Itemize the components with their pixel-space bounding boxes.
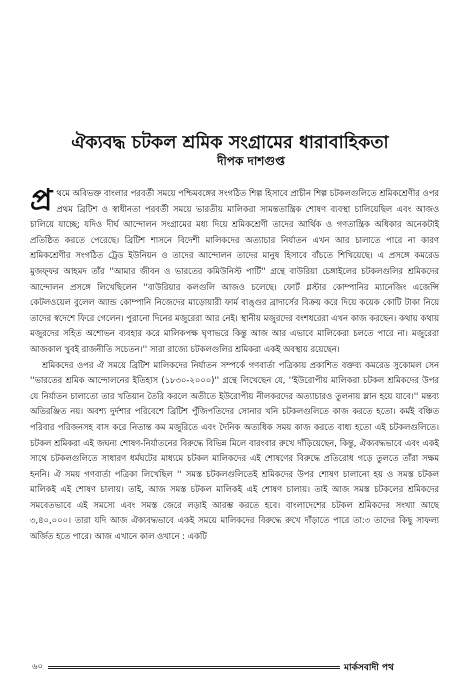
paragraph-1 [30,183,439,358]
article-body [30,183,439,545]
article-title: ঐক্যবদ্ধ চটকল শ্রমিক সংগ্রামের ধারাবাহিকতা [71,132,389,153]
paragraph-1-text: থমে অবিভক্ত বাংলার পরবর্তী সময়ে পশ্চিমবঙ্গের সংগঠিত শিল্প হিসাবে প্রাচীন শিল্প চটকলগুলিতে শ্রমিকশ্রেণীর ওপর প্রথম ব্রিটিশ ও স্বাধীনতা পরবর্তী সময়ে ভারতীয় মালিকরা সামন্ততান্ত্রিক শোষণ ব্যবস্থা চালিয়েছিল এবং আজও চালিয়ে যাচ্ছে; যদিও দীর্ঘ আন্দোলন সংগ্রামের মধ্য দিয়ে শ্রমিকশ্রেণী তাদের আর্থিক ও গণতান্ত্রিক অধিকার অনেকটাই প্রতিষ্ঠিত করতে পেরেছে। ব্রিটিশ শাসনে বিদেশী মালিকদের অত্যাচার নির্যাতন এখন আর চালাতে পারে না কারণ শ্রমিকশ্রেণীর সংগঠিত ট্রেড ইউনিয়ন ও তাদের আন্দোলন তাদের মানুষ হিসাবে বাঁচতে শিখিয়েছে। এ প্রসঙ্গে কমরেড মুজফ্ফর আহমদ তাঁর ''আমার জীবন ও ভারতের কমিউনিস্ট পার্টি'' গ্রন্থে বাউরিয়া চেঙ্গাইলের চটকলগুলির শ্রমিকদের আন্দোলন প্রসঙ্গে লিখেছিলেন ''বাউরিয়ার কলগুলি আজও চলেছে। ফোর্ট গ্লস্টার কোম্পানির ম্যানেজিং এজেন্সি কেটলওয়েল বুলেল অ্যান্ড কোম্পানি নিজেদের মাড়োয়ারী ফার্ম বাঙ্গুর ব্রাদার্সের বিক্রয় করে দিয়ে কয়েক কোটি টাকা নিয়ে তাদের স্বদেশে ফিরে গেলেন। পুরানো দিনের মজুরেরা আর নেই। স্থানীয় মজুরদের বংশধরেরা এখন কাজ করছেন। কথায় কথায় মজুরদের সহিত অশোভন ব্যবহার করে মালিকপক্ষ ঘৃণাভরে কিন্তু আজ আর এভাবে মালিকেরা চলতে পারে না। মজুরেরা আজকাল খুবই রাজনীতি সচেতন।'' সারা রাজ্যে চটকলগুলির শ্রমিকরা একই অবস্থায় রয়েছেন। [30,188,439,354]
journal-name: মার্কসবাদী পথ [344,663,394,673]
drop-cap: প্র [30,183,53,218]
footer-rule [48,666,340,669]
paragraph-2: শ্রমিকদের ওপর ঐ সময়ে ব্রিটিশ মালিকদের নির্যাতন সম্পর্কে গণবার্তা পত্রিকায় প্রকাশিত বক্তব্য কমরেড সুকোমল সেন ''ভারতের শ্রমিক আন্দোলনের ইতিহাস (১৮৩০-২০০০)'' গ্রন্থে লিখেছেন যে, ''ইউরোপীয় মালিকরা চটকল শ্রমিকদের উপর যে নির্যাতন চালাতো তার খতিয়ান তৈরি করলে অতীতে ইউরোপীয় নীলকরদের অত্যাচারও তুলনায় ম্লান হয়ে যাবে।'' মন্তব্য অতিরঞ্জিত নয়। অবশ্য দুর্দশার পরিবেশে ব্রিটিশ পুঁজিপতিদের সোনার খনি চটকলগুলিতে কাজ করতে হতো। কর্মই বঞ্চিত পরিবার পরিজনসহ বাস করে নিতান্ত কম মজুরিতে এবং দৈনিক অত্যধিক সময় কাজ করতে বাধ্য হতো এই চটকলগুলিতে। চটকল শ্রমিকরা এই জঘন্য শোষণ-নির্যাতনের বিরুদ্ধে বিভিন্ন মিলে বারংবার রুখে দাঁড়িয়েছেন, কিন্তু, ঐক্যবদ্ধভাবে এবং একই সাথে চটকলগুলিতে সাধারণ ধর্মঘটের মাধ্যমে চটকল মালিকদের এই শোষণের বিরুদ্ধে প্রতিরোধ গড়ে তুলতে তাঁরা সক্ষম হননি। ঐ সময় গণবার্তা পত্রিকা লিখেছিল '' সমস্ত চটকলগুলিতেই শ্রমিকদের উপর শোষণ চালানো হয় ও সমস্ত চটকল মালিকই এই শোষণ চালায়। তাই, আজ সমস্ত চটকল মালিকই এই শোষণ চালায়। তাই আজ সমস্ত চটকলের শ্রমিকদের সমবেতভাবে এই সমস্যে এবং সমস্ত জেরে লড়াই আরম্ভ করতে হবে। বাংলাদেশের চটকল শ্রমিকদের সংখ্যা আছে ৩,৪০,০০০। তারা যদি আজ ঐক্যবদ্ধভাবে একই সময়ে মালিকদের বিরুদ্ধে রুখে দাঁড়াতে পারে তা:৩ তাদের কিছু সাফল্য অর্জিত হতে পারে। আজ এখানে কাল ওখানে : একটি [30,359,439,542]
page-number: ৬০ [32,662,44,672]
article-author: দীপক দাশগুপ্ত [217,154,285,168]
